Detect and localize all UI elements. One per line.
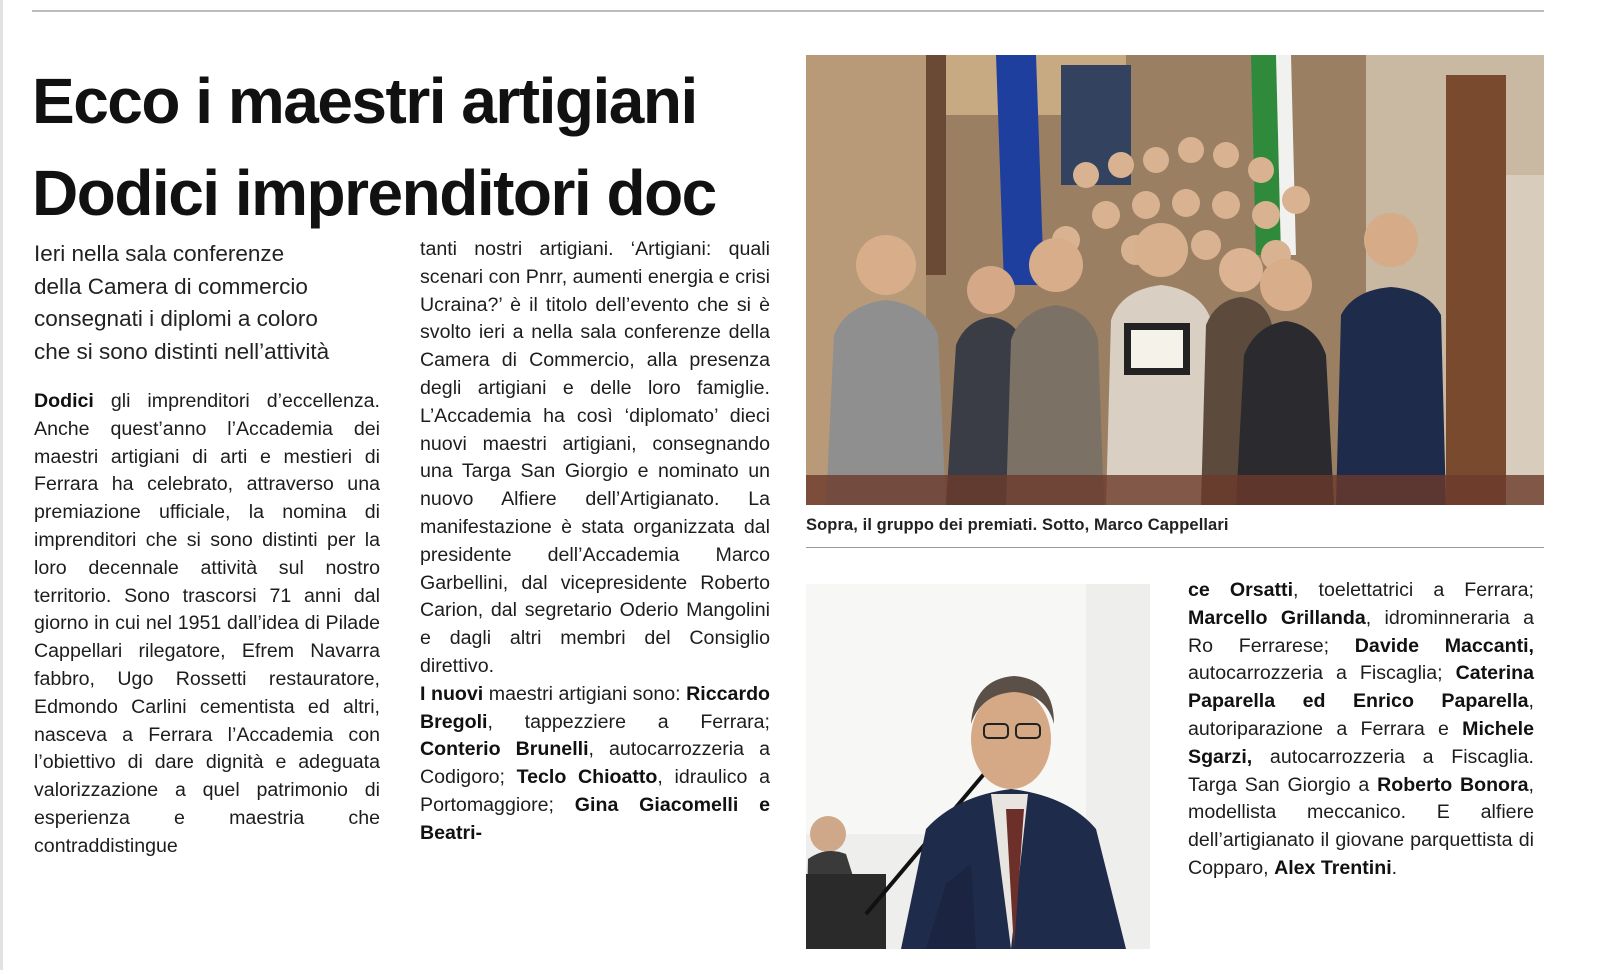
paragraph-text: autocarrozzeria a Fiscaglia; [1188, 662, 1456, 685]
awardee-name: ce Orsatti [1188, 579, 1294, 601]
lead-word: I nuovi [420, 682, 484, 705]
top-rule [32, 10, 1544, 12]
paragraph-text: . [1391, 856, 1398, 879]
deck-line: consegnati i diplomi a coloro [34, 306, 318, 331]
awardee-name: Teclo Chioatto [516, 766, 658, 789]
paragraph-text: , autocarrozzeria a Codigoro; [420, 738, 770, 789]
deck-line: Ieri nella sala conferenze [34, 241, 285, 266]
paragraph: tanti nostri artigiani. ‘Artigiani: quali scenari con Pnrr, aumenti energia e crisi Ucraina?’ è il titolo dell’evento che si è svolto ieri a nella sala conferenze della Camera di Commercio, alla presenza degli artigiani e delle loro famiglie. L’Accademia ha così ‘diplomato’ dieci nuovi maestri artigiani, consegnando una Targa San Giorgio e nominato un nuovo Alfiere dell’Artigianato. La manifestazione è stata organizzata dal presidente dell’Accademia Marco Garbellini, dal vicepresidente Roberto Carion, dal segretario Oderio Mangolini e dagli altri membri del Consiglio direttivo. [420, 238, 770, 677]
paragraph [1188, 577, 1534, 883]
headline-line-2: Dodici imprenditori doc [32, 157, 716, 229]
paragraph-text: gli imprenditori d’eccellenza. Anche quest’anno l’Accademia dei maestri artigiani di arti e mestieri di Ferrara ha celebrato, attraverso una premiazione ufficiale, la nomina di imprenditori che si sono distinti per la loro decennale attività sul nostro territorio. Sono trascorsi 71 anni dal giorno in cui nel 1951 dall’idea di Pilade Cappellari rilegatore, Efrem Navarra fabbro, Ugo Rossetti restauratore, Edmondo Carlini cementista ed altri, nasceva a Ferrara l’Accademia con l’obiettivo di dare dignità e adeguata valorizzazione a quel patrimonio di esperienza e maestria che contraddistingue [34, 390, 380, 857]
lead-word: Dodici [34, 390, 94, 412]
body-column-1 [34, 388, 380, 861]
awardee-name: Davide Maccanti, [1354, 634, 1534, 657]
caption-rule [806, 547, 1544, 548]
photo-caption: Sopra, il gruppo dei premiati. Sotto, Marco Cappellari [806, 516, 1229, 534]
speaker-photo [806, 584, 1150, 949]
paragraph-text: maestri artigiani sono: [483, 682, 687, 705]
awardee-name: Gina Giacomelli e Beatri- [420, 793, 771, 844]
paragraph [420, 681, 770, 848]
paragraph-text: , idrominneraria a Ro Ferrarese; [1188, 606, 1535, 657]
paragraph-text: , toelettatrici a Ferrara; [1293, 579, 1534, 601]
speaker-photo-illustration [806, 584, 1150, 949]
awardee-name: Conterio Brunelli [420, 738, 589, 761]
awardee-name: Alex Trentini [1274, 856, 1392, 879]
deck-line: che si sono distinti nell’attività [34, 338, 330, 364]
paragraph-text: , tappezziere a Ferrara; [487, 710, 770, 733]
deck [34, 238, 394, 368]
awardee-name: Marcello Grillanda [1188, 606, 1366, 629]
group-photo-illustration [806, 55, 1544, 505]
group-photo [806, 55, 1544, 505]
paragraph-text: , idraulico a Portomaggiore; [420, 766, 770, 816]
awardee-name: Riccardo Bregoli [420, 682, 771, 733]
awardee-name: Caterina Paparella ed Enrico Paparella [1188, 662, 1534, 713]
awardee-name: Roberto Bonora [1377, 773, 1529, 796]
page-edge [0, 0, 3, 970]
headline [32, 55, 772, 239]
paragraph-text: , modellista meccanico. E alfiere dell’artigianato il giovane parquettista di Copparo, [1188, 773, 1534, 879]
paragraph [34, 388, 380, 861]
deck-line: della Camera di commercio [34, 273, 308, 299]
paragraph-text: autocarrozzeria a Fiscaglia. Targa San Giorgio a [1188, 745, 1534, 796]
body-column-3 [1188, 577, 1534, 883]
paragraph-text: , autoriparazione a Ferrara e [1188, 690, 1534, 740]
body-column-2 [420, 236, 770, 848]
awardee-name: Michele Sgarzi, [1188, 717, 1534, 768]
headline-line-1: Ecco i maestri artigiani [32, 65, 697, 137]
